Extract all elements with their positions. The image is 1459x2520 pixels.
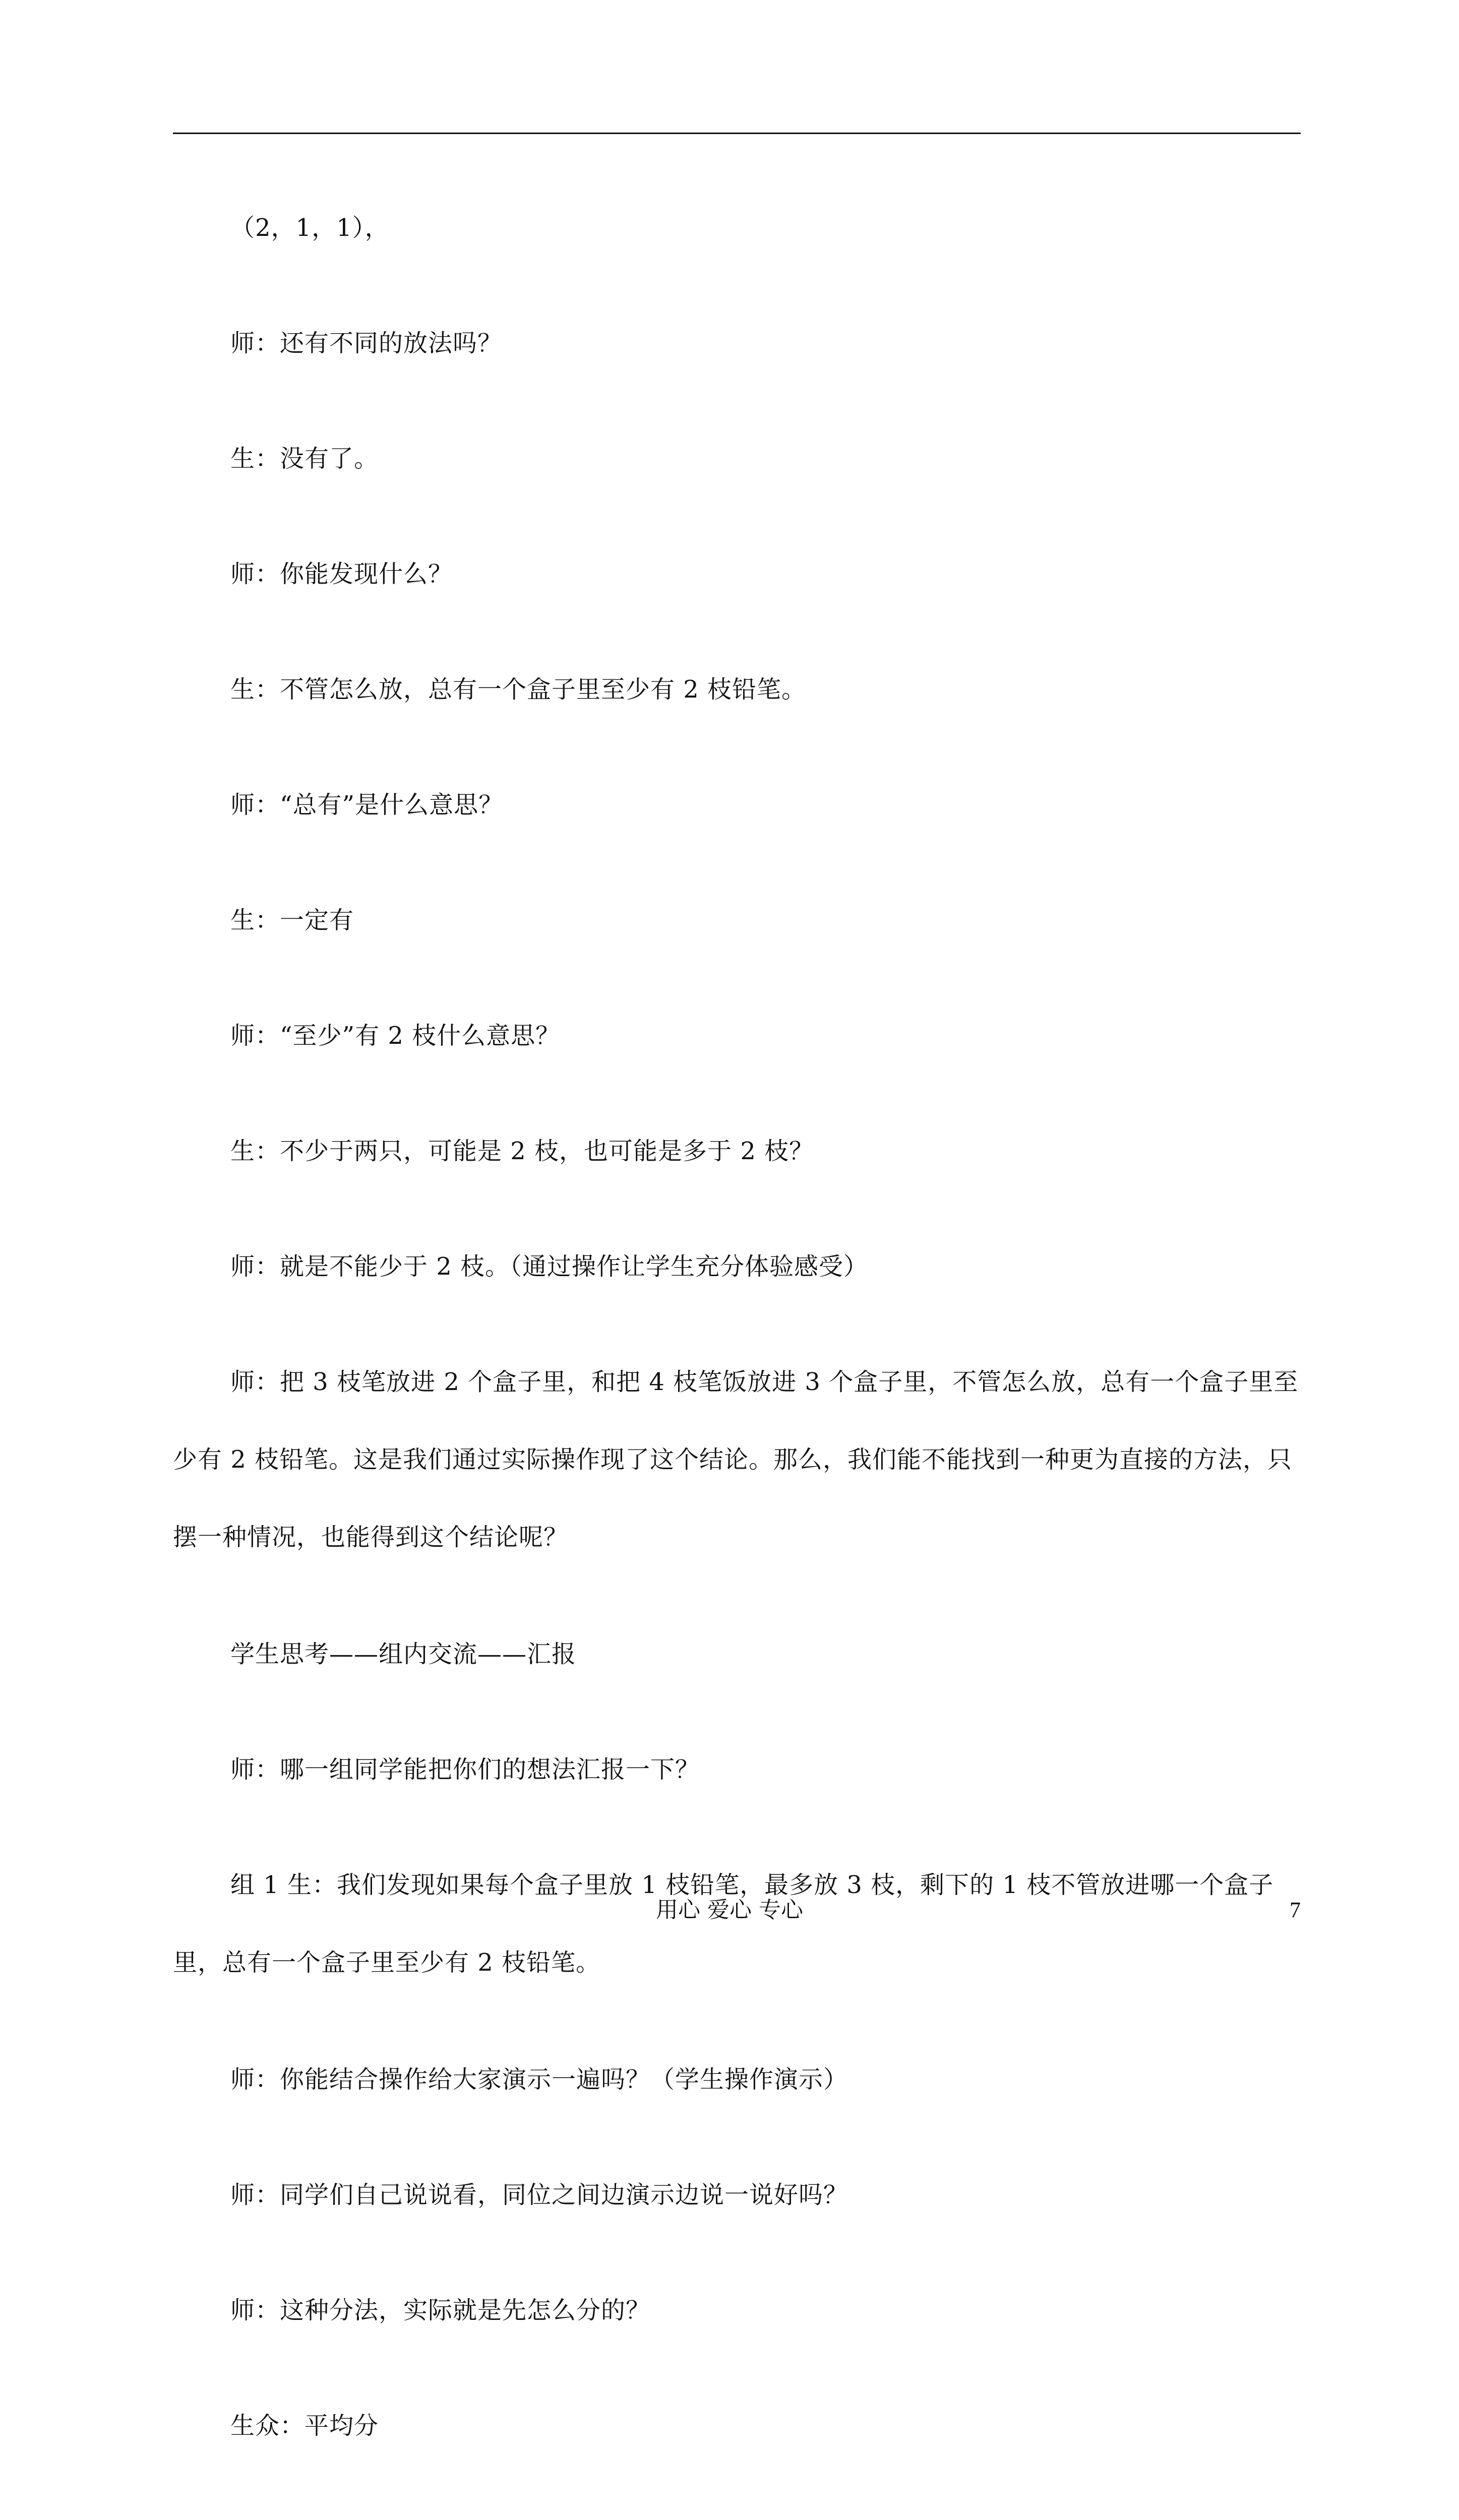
paragraph: 师：“至少”有 2 枝什么意思？ (230, 1022, 561, 1050)
paragraph: 师：哪一组同学能把你们的想法汇报一下？ (230, 1755, 700, 1784)
paragraph: （2，1，1）， (230, 214, 390, 242)
paragraph: 师：把 3 枝笔放进 2 个盒子里，和把 4 枝笔饭放进 3 个盒子里，不管怎么放，总有一个盒子里至少有 2 枝铅笔。这是我们通过实际操作现了这个结论。那么，我们能不能找到一种更为直接的方法，只摆一种情况，也能得到这个结论呢？ (173, 1368, 1299, 1551)
paragraph: 师：你能发现什么？ (230, 560, 453, 588)
paragraph: 生：一定有 (230, 906, 354, 934)
paragraph: 师：这种分法，实际就是先怎么分的？ (230, 2296, 651, 2324)
header-rule (173, 133, 1301, 134)
paragraph: 师：“总有”是什么意思？ (230, 791, 504, 819)
paragraph: 组 1 生：我们发现如果每个盒子里放 1 枝铅笔，最多放 3 枝，剩下的 1 枝不管放进哪一个盒子里，总有一个盒子里至少有 2 枝铅笔。 (173, 1871, 1274, 1977)
paragraph: 生：不少于两只，可能是 2 枝，也可能是多于 2 枝？ (230, 1137, 814, 1165)
paragraph: 生：不管怎么放，总有一个盒子里至少有 2 枝铅笔。 (230, 675, 807, 704)
paragraph: 生众：平均分 (230, 2412, 379, 2440)
paragraph (173, 2502, 1301, 2520)
page-number: 7 (1290, 1898, 1301, 1922)
paragraph: 师：同学们自己说说看，同位之间边演示边说一说好吗？ (230, 2181, 848, 2209)
paragraph: 生：没有了。 (230, 445, 379, 473)
paragraph: 师：还有不同的放法吗？ (230, 329, 503, 357)
paragraph: 师：就是不能少于 2 枝。（通过操作让学生充分体验感受） (230, 1252, 869, 1281)
paragraph: 师：你能结合操作给大家演示一遍吗？（学生操作演示） (230, 2065, 848, 2094)
document-body (173, 189, 1301, 2520)
paragraph: 学生思考——组内交流——汇报 (230, 1640, 577, 1668)
page-footer: 用心 爱心 专心 (656, 1897, 803, 1923)
